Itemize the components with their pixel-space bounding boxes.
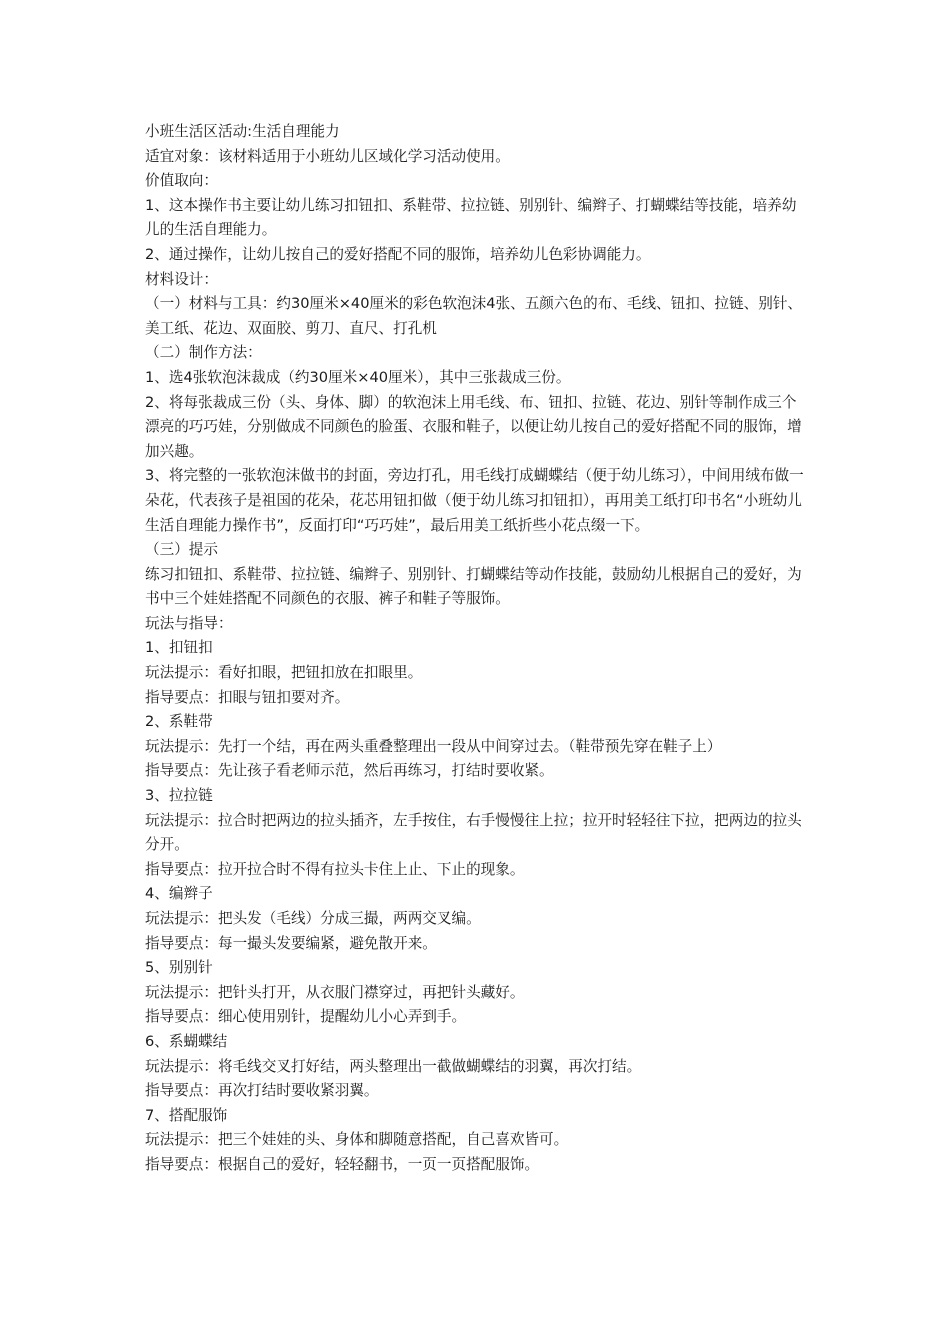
guide-item-heading: 4、编辫子 [145,885,213,903]
guide-key-point: 指导要点：先让孩子看老师示范，然后再练习，打结时要收紧。 [145,762,554,780]
guide-item-heading: 7、搭配服饰 [145,1106,228,1124]
guide-key-point: 指导要点：细心使用别针，提醒幼儿小心弄到手。 [145,1008,467,1026]
document-body [145,120,810,1178]
section-heading-guide: 玩法与指导： [145,614,233,632]
guide-play-tip: 玩法提示：拉合时把两边的拉头插齐，左手按住，右手慢慢往上拉；拉开时轻轻往下拉，把两边的拉头分开。 [145,811,802,854]
guide-play-tip: 玩法提示：把针头打开，从衣服门襟穿过，再把针头藏好。 [145,983,525,1001]
guide-item-heading: 2、系鞋带 [145,713,213,731]
material-tools: （一）材料与工具：约30厘米×40厘米的彩色软泡沫4张、五颜六色的布、毛线、钮扣、拉链、别针、美工纸、花边、双面胶、剪刀、直尺、打孔机 [145,295,803,337]
guide-key-point: 指导要点：根据自己的爱好，轻轻翻书，一页一页搭配服饰。 [145,1155,540,1173]
method-step-3: 3、将完整的一张软泡沫做书的封面，旁边打孔，用毛线打成蝴蝶结（便于幼儿练习），中间用绒布做一朵花，代表孩子是祖国的花朵，花芯用钮扣做（便于幼儿练习扣钮扣），再用美工纸打印书名“小班幼儿生活自理能力操作书”，反面打印“巧巧娃”，最后用美工纸折些小花点缀一下。 [145,467,804,534]
tips-text: 练习扣钮扣、系鞋带、拉拉链、编辫子、别别针、打蝴蝶结等动作技能，鼓励幼儿根据自己的爱好，为书中三个娃娃搭配不同颜色的衣服、裤子和鞋子等服饰。 [145,565,802,608]
guide-key-point: 指导要点：再次打结时要收紧羽翼。 [145,1082,379,1100]
guide-play-tip: 玩法提示：看好扣眼，把钮扣放在扣眼里。 [145,664,423,682]
guide-item-heading: 5、别别针 [145,959,213,977]
guide-key-point: 指导要点：扣眼与钮扣要对齐。 [145,688,350,706]
value-item-2: 2、通过操作，让幼儿按自己的爱好搭配不同的服饰，培养幼儿色彩协调能力。 [145,245,651,263]
guide-key-point: 指导要点：拉开拉合时不得有拉头卡住上止、下止的现象。 [145,860,525,878]
subsection-heading-tips: （三）提示 [145,541,218,559]
guide-item-heading: 3、拉拉链 [145,787,213,805]
guide-key-point: 指导要点：每一撮头发要编紧，避免散开来。 [145,934,437,952]
guide-play-tip: 玩法提示：先打一个结，再在两头重叠整理出一段从中间穿过去。（鞋带预先穿在鞋子上） [145,737,722,755]
guide-item-heading: 1、扣钮扣 [145,639,213,657]
document-title: 小班生活区活动:生活自理能力 [145,123,340,140]
value-item-1: 1、这本操作书主要让幼儿练习扣钮扣、系鞋带、拉拉链、别别针、编辫子、打蝴蝶结等技能，培养幼儿的生活自理能力。 [145,196,797,239]
guide-play-tip: 玩法提示：把头发（毛线）分成三撮，两两交叉编。 [145,910,481,927]
subsection-heading-method: （二）制作方法： [145,344,262,362]
target-audience: 适宜对象：该材料适用于小班幼儿区域化学习活动使用。 [145,147,510,165]
method-step-2: 2、将每张裁成三份（头、身体、脚）的软泡沫上用毛线、布、钮扣、拉链、花边、别针等制作成三个漂亮的巧巧娃，分别做成不同颜色的脸蛋、衣服和鞋子，以便让幼儿按自己的爱好搭配不同的服饰，增加兴趣。 [145,393,802,460]
section-heading-material: 材料设计： [145,270,218,288]
guide-play-tip: 玩法提示：将毛线交叉打好结，两头整理出一截做蝴蝶结的羽翼，再次打结。 [145,1057,642,1075]
section-heading-value: 价值取向： [145,172,218,190]
method-step-1: 1、选4张软泡沫裁成（约30厘米×40厘米），其中三张裁成三份。 [145,368,571,386]
guide-item-heading: 6、系蝴蝶结 [145,1032,228,1050]
guide-play-tip: 玩法提示：把三个娃娃的头、身体和脚随意搭配，自己喜欢皆可。 [145,1131,569,1149]
